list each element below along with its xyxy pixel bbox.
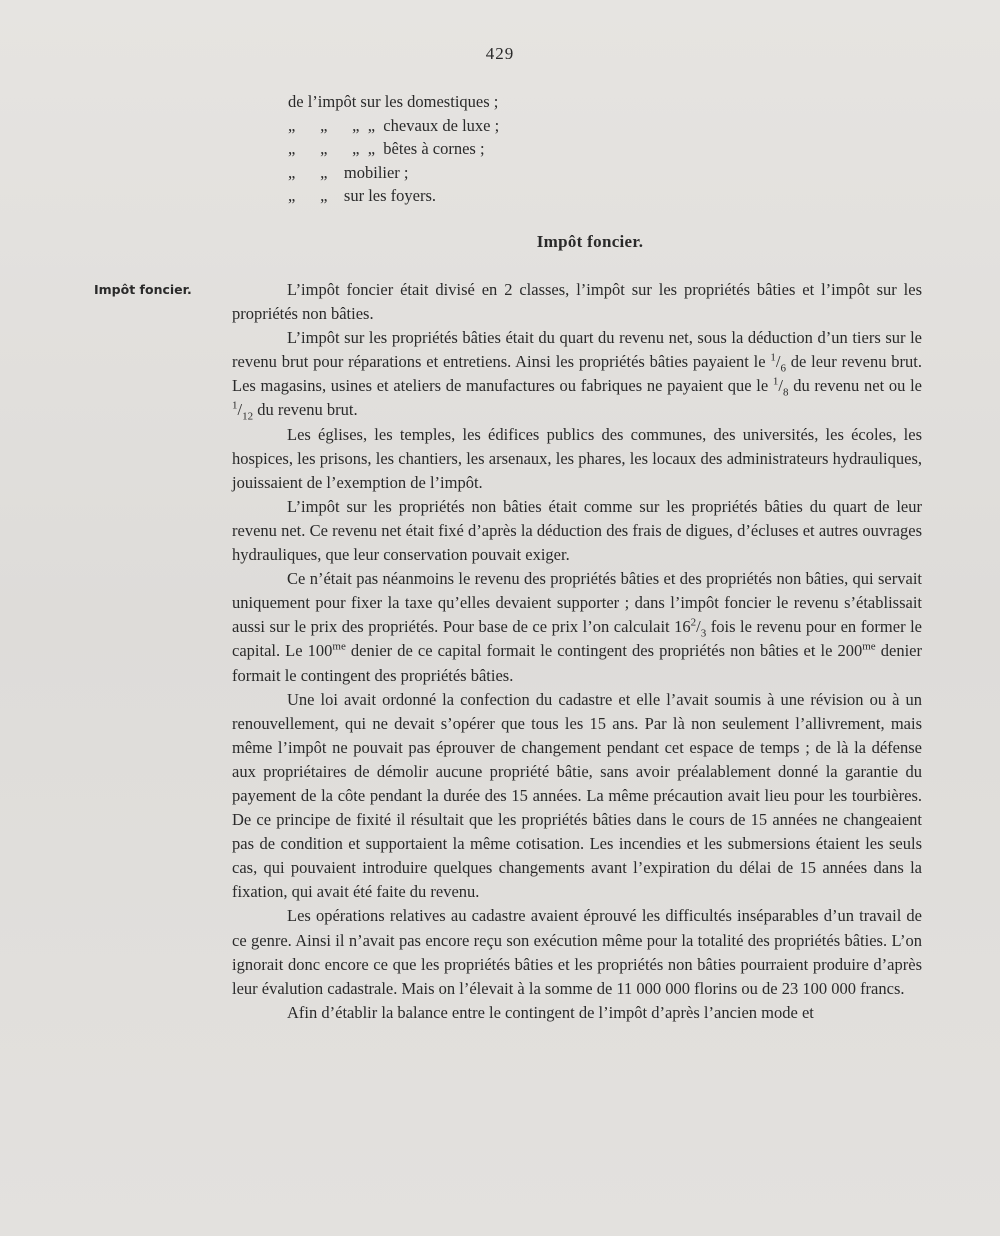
paragraph: L’impôt sur les propriétés non bâties était comme sur les propriétés bâties du quart de leur revenu net. Ce revenu net était fixé d’après la déduction des frais de digues, d’écluses et autres ouvrages hydrauliques, que leur conservation pouvait exiger. xyxy=(232,496,922,565)
list-item: „ „ sur les foyers. xyxy=(288,186,437,205)
paragraph: Ce n’était pas néanmoins le revenu des propriétés bâties et des propriétés non bâties, qui servait uniquement pour fixer la taxe qu’elles devaient supporter ; dans l’impôt foncier le revenu s’établissait aussi sur le prix des propriétés. Pour base de ce prix l’on calculait $16^2/_3$ fois le revenu pour en former le capital. Le $100^{me}$ denier de ce capital formait le contingent des propriétés non bâties et le $200^{me}$ denier formait le contingent des propriétés bâties. xyxy=(232,569,922,685)
paragraph: Afin d’établir la balance entre le contingent de l’impôt d’après l’ancien mode et xyxy=(287,1002,814,1022)
list-item: „ „ „ „ bêtes à cornes ; xyxy=(288,139,485,158)
body-text xyxy=(232,278,922,1025)
paragraph: Les églises, les temples, les édifices publics des communes, des universités, les écoles, les hospices, les prisons, les chantiers, les arsenaux, les phares, les locaux des administrateurs hydrauliques, jouissaient de l’exemption de l’impôt. xyxy=(232,424,922,492)
list-item: „ „ mobilier ; xyxy=(288,162,409,182)
page-number: 429 xyxy=(485,44,515,63)
tax-list xyxy=(288,90,499,208)
list-item: de l’impôt sur les domestiques ; xyxy=(288,92,499,111)
paragraph: L’impôt sur les propriétés bâties était du quart du revenu net, sous la déduction d’un tiers sur le revenu brut pour réparations et entretiens. Ainsi les propriétés bâties payaient le $^1/_6$ de leur revenu brut. Les magasins, usines et ateliers de manufactures ou fabriques ne payaient que le $^1/_8$ du revenu net ou le $^1/_{12}$ du revenu brut. xyxy=(232,328,922,423)
section-title: Impôt foncier. xyxy=(536,232,644,251)
list-item: „ „ „ „ chevaux de luxe ; xyxy=(288,115,500,135)
paragraph: Une loi avait ordonné la confection du cadastre et elle l’avait soumis à une révision ou à un renouvellement, qui ne devait s’opérer que tous les 15 ans. Par là non seulement l’allivrement, mais même l’impôt ne pouvait pas éprouver de changement pendant cet espace de temps ; de là la défense aux propriétaires de démolir aucune propriété bâtie, sans avoir préalablement donné la garantie du payement de la côte pendant la durée des 15 années. La même précaution avait lieu pour les tourbières. De ce principe de fixité il résultait que les propriétés bâties dans le cours de 15 années ne changeaient pas de condition et supportaient la même cotisation. Les incendies et les submersions étaient les seuls cas, qui pouvaient introduire quelques changements avant l’expiration du délai de 15 années dans la fixation, qui avait été faite du revenu. xyxy=(232,689,922,902)
margin-note: Impôt foncier. xyxy=(94,282,192,297)
paragraph: Les opérations relatives au cadastre avaient éprouvé les difficultés inséparables d’un travail de ce genre. Ainsi il n’avait pas encore reçu son exécution même pour la totalité des propriétés bâties. L’on ignorait donc encore ce que les propriétés bâties et les propriétés non bâties pourraient produire d’après leur évalution cadastrale. Mais on l’élevait à la somme de 11 000 000 florins ou de 23 100 000 francs. xyxy=(232,906,922,998)
paragraph: L’impôt foncier était divisé en 2 classes, l’impôt sur les propriétés bâties et l’impôt sur les propriétés non bâties. xyxy=(232,280,922,324)
